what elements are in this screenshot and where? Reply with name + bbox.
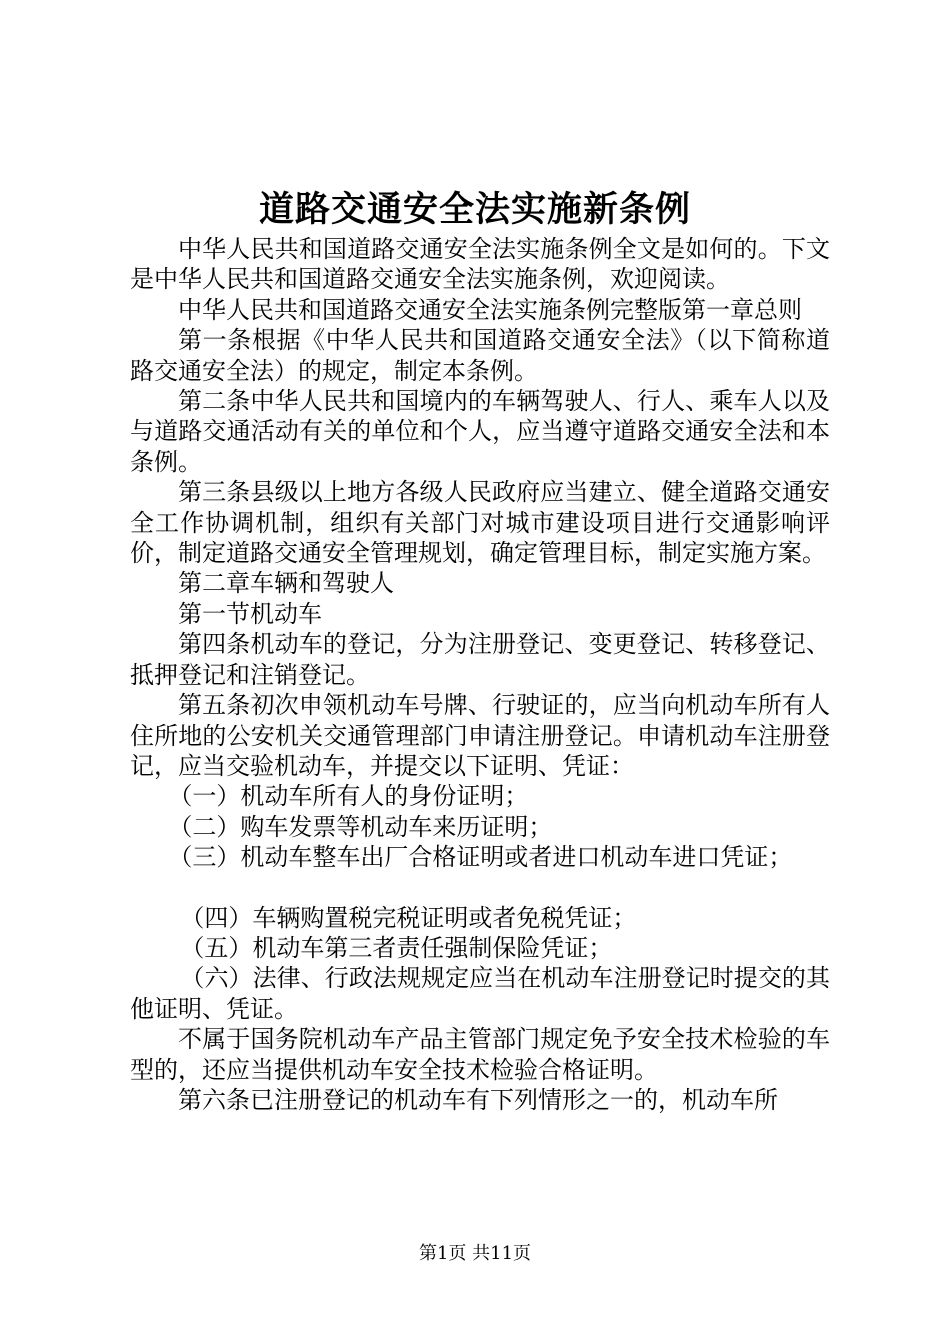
paragraph: 第三条县级以上地方各级人民政府应当建立、健全道路交通安全工作协调机制，组织有关部门对城市建设项目进行交通影响评价，制定道路交通安全管理规划，确定管理目标，制定实施方案。 [130,478,830,568]
paragraph: 中华人民共和国道路交通安全法实施条例完整版第一章总则 [178,295,802,324]
paragraph: 第五条初次申领机动车号牌、行驶证的，应当向机动车所有人住所地的公安机关交通管理部门申请注册登记。申请机动车注册登记，应当交验机动车，并提交以下证明、凭证： [130,691,830,780]
list-item: （四）车辆购置税完税证明或者免税凭证； [180,903,637,932]
list-item: （一）机动车所有人的身份证明； [168,782,529,811]
list-item: （三）机动车整车出厂合格证明或者进口机动车进口凭证； [168,843,793,872]
page-footer: 第1页 共11页 [418,1243,532,1264]
chapter-heading: 第二章车辆和驾驶人 [178,569,394,598]
page-title: 道路交通安全法实施新条例 [258,189,691,230]
spacer [130,873,830,903]
section-heading: 第一节机动车 [178,599,322,628]
paragraph: 第六条已注册登记的机动车有下列情形之一的，机动车所 [178,1085,778,1114]
paragraph: 第二条中华人民共和国境内的车辆驾驶人、行人、乘车人以及与道路交通活动有关的单位和个人，应当遵守道路交通安全法和本条例。 [130,387,830,476]
document-body [130,234,830,1115]
list-item: （六）法律、行政法规规定应当在机动车注册登记时提交的其他证明、凭证。 [130,964,830,1023]
paragraph: 不属于国务院机动车产品主管部门规定免予安全技术检验的车型的，还应当提供机动车安全技术检验合格证明。 [130,1025,830,1084]
paragraph: 中华人民共和国道路交通安全法实施条例全文是如何的。下文是中华人民共和国道路交通安全法实施条例，欢迎阅读。 [130,235,830,294]
list-item: （二）购车发票等机动车来历证明； [168,812,553,841]
paragraph: 第四条机动车的登记，分为注册登记、变更登记、转移登记、抵押登记和注销登记。 [130,630,830,689]
list-item: （五）机动车第三者责任强制保险凭证； [180,933,613,962]
paragraph: 第一条根据《中华人民共和国道路交通安全法》（以下简称道路交通安全法）的规定，制定本条例。 [130,326,830,385]
